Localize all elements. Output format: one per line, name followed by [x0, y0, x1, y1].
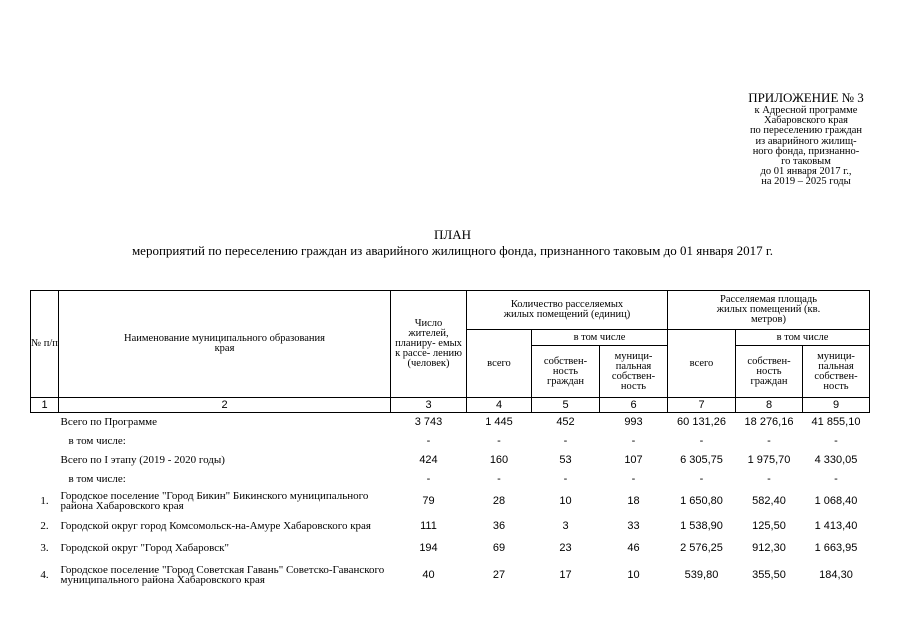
column-number: 4	[467, 398, 532, 413]
header-units-municipal: муници- пальная собствен- ность	[600, 346, 668, 398]
column-number: 2	[59, 398, 391, 413]
row-name: Всего по Программе	[60, 416, 158, 429]
row-value: -	[834, 473, 838, 485]
row-value: 582,40	[752, 495, 786, 507]
table-body	[31, 413, 870, 593]
relocation-plan-table	[30, 290, 870, 593]
row-value: 912,30	[752, 542, 786, 554]
column-number: 8	[736, 398, 803, 413]
row-value: -	[767, 473, 771, 485]
row-value: -	[563, 473, 568, 485]
row-value: 355,50	[752, 569, 786, 581]
row-value: 194	[419, 542, 438, 554]
appendix-line: по переселению граждан	[749, 125, 863, 137]
row-value: 184,30	[819, 569, 853, 581]
row-value: 17	[559, 569, 572, 581]
header-units-total: всего	[467, 330, 532, 398]
row-value: -	[767, 435, 771, 447]
header-units-including: в том числе	[532, 330, 668, 346]
row-value: -	[497, 435, 501, 447]
row-index	[31, 451, 59, 470]
row-name: в том числе:	[68, 473, 126, 485]
column-number: 5	[532, 398, 600, 413]
row-value: 18 276,16	[744, 416, 794, 429]
row-index: 3.	[40, 542, 49, 554]
row-value: 18	[627, 495, 640, 507]
row-value: -	[497, 473, 501, 485]
row-value: 10	[559, 495, 572, 507]
row-value: -	[699, 473, 704, 485]
row-value: 1 538,90	[680, 520, 723, 532]
header-num: № п/п	[31, 291, 59, 398]
row-value: -	[834, 435, 838, 447]
row-name: Городской округ "Город Хабаровск"	[60, 542, 230, 554]
header-residents: Число жителей, планиру- емых к рассе- лению (человек)	[391, 291, 467, 398]
header-units-group: Количество расселяемых жилых помещений (единиц)	[467, 291, 668, 330]
row-value: 53	[559, 454, 572, 466]
row-name: Городское поселение "Город Советская Гавань" Советско-Гаванского муниципального района Хабаровского края	[60, 564, 385, 586]
appendix-line: го таковым	[781, 156, 831, 168]
column-number: 1	[31, 398, 59, 413]
row-index	[31, 470, 59, 489]
row-value: 36	[492, 520, 506, 532]
row-value: 60 131,26	[677, 416, 726, 429]
table-row	[31, 539, 870, 558]
row-value: 10	[627, 569, 640, 581]
header-area-owned: собствен- ность граждан	[736, 346, 803, 398]
document-subtitle: мероприятий по переселению граждан из аварийного жилищного фонда, признанного таковым до 01 января 2017 г.	[131, 243, 774, 258]
row-value: 1 650,80	[680, 495, 723, 507]
row-value: 41 855,10	[811, 416, 861, 429]
row-value: 4 330,05	[814, 454, 858, 466]
row-value: 125,50	[752, 520, 786, 532]
appendix-line: из аварийного жилищ-	[755, 135, 857, 147]
row-index	[31, 413, 59, 432]
header-units-owned: собствен- ность граждан	[532, 346, 600, 398]
row-index: 4.	[40, 569, 49, 581]
appendix-line: до 01 января 2017 г.,	[760, 166, 852, 178]
row-value: 107	[624, 454, 643, 466]
document-title: ПЛАН	[434, 227, 471, 242]
row-value: 111	[420, 520, 437, 532]
row-value: 160	[489, 454, 509, 466]
row-value: 40	[422, 569, 435, 581]
table-row	[31, 514, 870, 539]
row-index: 2.	[40, 520, 49, 532]
header-area-including: в том числе	[736, 330, 870, 346]
header-area-municipal: муници- пальная собствен- ность	[803, 346, 870, 398]
table-row	[31, 558, 870, 593]
column-number: 3	[391, 398, 467, 413]
row-value: -	[563, 435, 568, 447]
row-value: 69	[492, 542, 506, 554]
header-area-group: Расселяемая площадь жилых помещений (кв. метров)	[668, 291, 870, 330]
row-value: -	[631, 473, 636, 485]
row-value: 424	[419, 454, 438, 466]
row-value: 1 413,40	[814, 520, 858, 532]
table-row	[31, 432, 870, 451]
column-number: 7	[668, 398, 736, 413]
row-value: 28	[492, 495, 506, 507]
header-area-total: всего	[668, 330, 736, 398]
row-value: 1 068,40	[814, 495, 858, 507]
appendix-line: ного фонда, признанно-	[752, 145, 860, 157]
column-number: 6	[600, 398, 668, 413]
row-value: -	[631, 435, 636, 447]
row-name: Городской округ город Комсомольск-на-Амуре Хабаровского края	[60, 520, 371, 532]
appendix-line: к Адресной программе	[754, 105, 858, 116]
row-value: 2 576,25	[680, 542, 723, 554]
row-name: Всего по I этапу (2019 - 2020 годы)	[60, 454, 225, 466]
row-name: в том числе:	[68, 435, 126, 447]
row-index	[31, 432, 59, 451]
table-row	[31, 489, 870, 514]
row-value: 27	[492, 569, 506, 581]
row-value: 1 663,95	[814, 542, 858, 554]
appendix-block	[700, 90, 905, 188]
appendix-line: Хабаровского края	[764, 115, 848, 127]
table-row	[31, 451, 870, 470]
row-value: 79	[422, 495, 435, 507]
row-value: 1 975,70	[747, 454, 791, 466]
row-name: Городское поселение "Город Бикин" Бикинского муниципального района Хабаровского края	[60, 490, 369, 512]
row-value: 1 445	[485, 416, 513, 429]
row-index: 1.	[40, 495, 49, 507]
table-row	[31, 413, 870, 432]
row-value: 993	[624, 416, 643, 429]
row-value: 3	[562, 520, 569, 532]
row-value: 33	[627, 520, 640, 532]
row-value: -	[426, 435, 431, 447]
row-value: 6 305,75	[680, 454, 723, 466]
row-value: 452	[556, 416, 575, 429]
header-name: Наименование муниципального образования края	[59, 291, 391, 398]
column-number: 9	[803, 398, 870, 413]
row-value: -	[699, 435, 704, 447]
column-number-row	[31, 398, 870, 413]
row-value: -	[426, 473, 431, 485]
row-value: 23	[559, 542, 572, 554]
row-value: 46	[627, 542, 640, 554]
row-value: 539,80	[684, 569, 719, 581]
row-value: 3 743	[414, 416, 443, 429]
appendix-heading: ПРИЛОЖЕНИЕ № 3	[748, 90, 864, 105]
table-row	[31, 470, 870, 489]
appendix-line: на 2019 – 2025 годы	[761, 176, 851, 188]
